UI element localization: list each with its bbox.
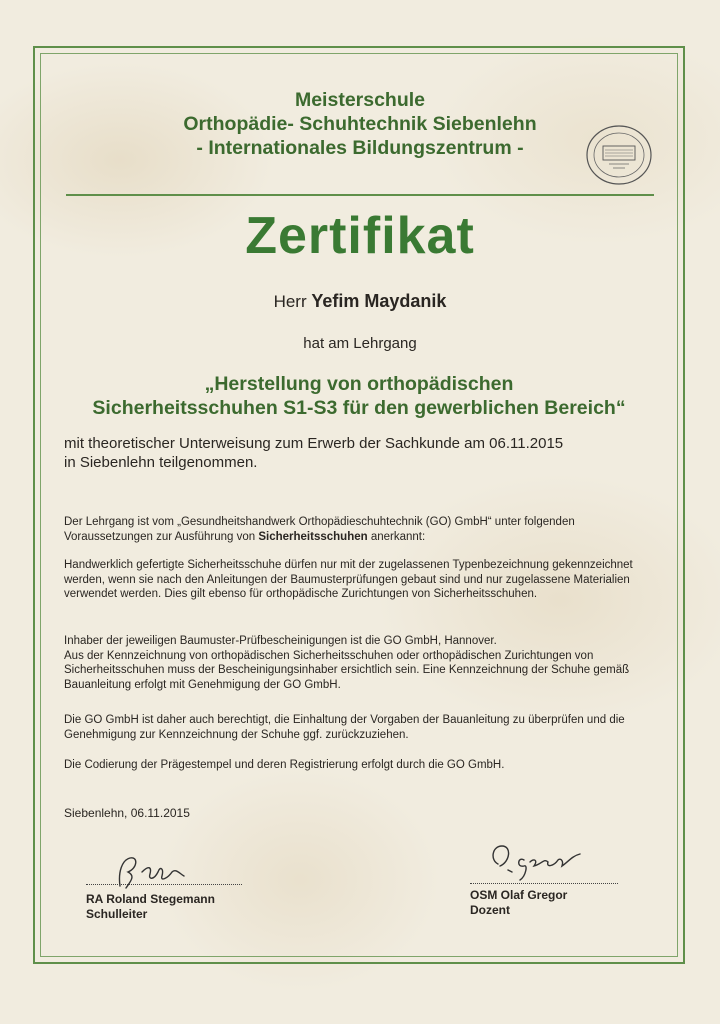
header-line-1: Meisterschule	[294, 89, 426, 111]
recipient-line	[0, 291, 720, 312]
paragraph-coding: Die Codierung der Prägestempel und deren Registrierung erfolgt durch die GO GmbH.	[64, 759, 505, 771]
institute-seal-icon	[585, 124, 653, 186]
intro-text	[64, 434, 664, 472]
signature-left-icon	[100, 852, 196, 892]
signatory-left-name: RA Roland Stegemann	[86, 892, 215, 906]
inner-border	[40, 53, 678, 957]
course-title	[40, 372, 678, 420]
paragraph-recognition-line-1: Der Lehrgang ist vom „Gesundheitshandwerk Orthopädieschuhtechnik (GO) GmbH“ unter folgenden	[64, 516, 575, 528]
course-title-line-1: „Herstellung von orthopädischen	[204, 373, 514, 395]
signatory-right-role: Dozent	[470, 903, 510, 917]
paragraph-recognition-bold: Sicherheitsschuhen	[258, 530, 368, 543]
intro-line-2: in Siebenlehn teilgenommen.	[64, 454, 258, 471]
paragraph-marking: Handwerklich gefertigte Sicherheitsschuhe dürfen nur mit der zugelassenen Typenbezeichnung gekennzeichnet werden, wenn sie nach den Anleitungen der Baumusterprüfungen gebaut sind und nur zugelassene Materialien verwendet werden. Dies gilt ebenso für orthopädische Zurichtungen von Sicherheitsschuhen.	[64, 559, 633, 600]
paragraph-recognition	[64, 515, 668, 544]
intro-line-1: mit theoretischer Unterweisung zum Erwerb der Sachkunde am 06.11.2015	[64, 435, 564, 452]
header-line-3: - Internationales Bildungszentrum -	[196, 137, 524, 159]
course-title-line-2: Sicherheitsschuhen S1-S3 für den gewerblichen Bereich“	[92, 397, 626, 419]
paragraph-authority: Die GO GmbH ist daher auch berechtigt, die Einhaltung der Vorgaben der Bauanleitung zu überprüfen und die Genehmigung zur Kennzeichnung der Schuhe ggf. zurückzuziehen.	[64, 714, 625, 741]
signatory-left	[86, 892, 215, 922]
certificate-title: Zertifikat	[245, 207, 475, 265]
place-date: Siebenlehn, 06.11.2015	[64, 806, 190, 820]
signatory-right-name: OSM Olaf Gregor	[470, 888, 568, 902]
recipient-name: Yefim Maydanik	[311, 291, 447, 311]
header-divider	[66, 194, 654, 196]
paragraph-holder-line-2: Aus der Kennzeichnung von orthopädischen Sicherheitsschuhen oder orthopädischen Zurichtungen von Sicherheitsschuhen muss der Bescheinigungsinhaber ersichtlich sein. Eine Kennzeichnung der Schuhe gemäß Bauanleitung erfolgt mit Genehmigung der GO GmbH.	[64, 649, 630, 691]
signatory-right	[470, 888, 567, 918]
school-header	[100, 88, 620, 160]
paragraph-recognition-line-2	[64, 530, 668, 545]
header-line-2: Orthopädie- Schuhtechnik Siebenlehn	[183, 113, 537, 135]
signature-right-icon	[484, 840, 594, 884]
paragraph-recognition-text: Voraussetzungen zur Ausführung von	[64, 530, 259, 543]
recipient-salutation: Herr	[273, 292, 307, 311]
signature-left-line	[86, 884, 242, 885]
paragraph-recognition-end: anerkannt:	[367, 530, 426, 543]
participation-subline: hat am Lehrgang	[303, 335, 417, 352]
paragraph-holder-line-1: Inhaber der jeweiligen Baumuster-Prüfbescheinigungen ist die GO GmbH, Hannover.	[64, 635, 497, 647]
signatory-left-role: Schulleiter	[86, 907, 148, 921]
signature-right-line	[470, 883, 618, 884]
paragraph-holder	[64, 634, 668, 692]
